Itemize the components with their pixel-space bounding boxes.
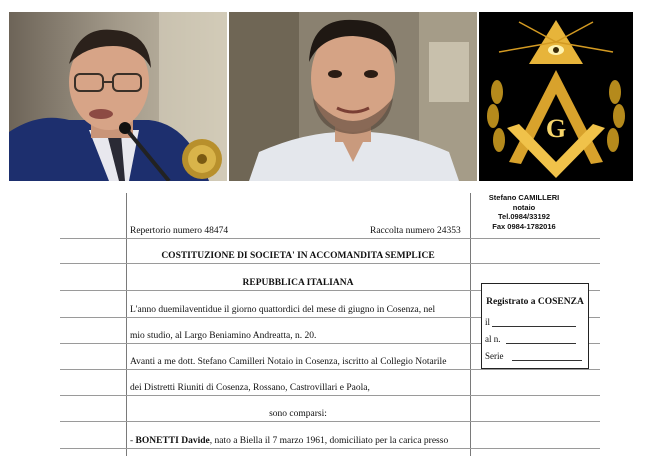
rule-line — [60, 448, 600, 449]
fill-line — [506, 343, 576, 344]
rule-line — [60, 369, 600, 370]
young-man-image — [229, 12, 477, 181]
fill-line — [512, 360, 582, 361]
republic-heading: REPUBBLICA ITALIANA — [242, 278, 354, 288]
rule-line — [60, 395, 600, 396]
deed-document — [0, 181, 646, 456]
raccolta-number: Raccolta numero 24353 — [370, 226, 461, 236]
registration-serie-label: Serie — [485, 351, 504, 361]
party-details: , nato a Biella il 7 marzo 1961, domiciliato per la carica presso — [209, 436, 449, 446]
rule-line — [60, 263, 600, 264]
registration-aln-label: al n. — [485, 334, 501, 344]
registration-box — [481, 283, 589, 369]
speaker-image — [9, 12, 227, 181]
notary-stamp — [474, 193, 574, 231]
rule-line — [60, 421, 600, 422]
notary-fax: Fax 0984-1782016 — [492, 221, 556, 231]
notary-title: notaio — [512, 202, 536, 212]
repertorio-number: Repertorio numero 48474 — [130, 226, 229, 236]
party-name: BONETTI Davide — [135, 436, 210, 446]
body-line: L'anno duemilaventidue il giorno quattordici del mese di giugno in Cosenza, nel — [130, 305, 436, 315]
photo-speaker — [9, 12, 227, 181]
svg-text:G: G — [545, 114, 567, 143]
comparsi-line: sono comparsi: — [269, 409, 327, 419]
right-margin-line — [470, 193, 471, 456]
body-line: mio studio, al Largo Beniamino Andreatta, n. 20. — [130, 331, 317, 341]
deed-title: COSTITUZIONE DI SOCIETA' IN ACCOMANDITA SEMPLICE — [161, 251, 435, 261]
photo-masonic-emblem — [479, 12, 633, 181]
notary-name: Stefano CAMILLERI — [488, 193, 560, 202]
registration-title: Registrato a COSENZA — [486, 297, 584, 307]
party-prefix: - — [130, 436, 136, 446]
body-line: Avanti a me dott. Stefano Camilleri Notaio in Cosenza, iscritto al Collegio Notarile — [130, 357, 447, 367]
photo-young-man — [229, 12, 477, 181]
rule-line — [60, 238, 600, 239]
registration-il-label: il — [485, 317, 491, 327]
masonic-emblem-image — [479, 12, 633, 181]
body-line: dei Distretti Riuniti di Cosenza, Rossano, Castrovillari e Paola, — [130, 383, 370, 393]
fill-line — [492, 326, 576, 327]
party-line — [130, 436, 448, 446]
notary-tel: Tel.0984/33192 — [498, 212, 550, 221]
